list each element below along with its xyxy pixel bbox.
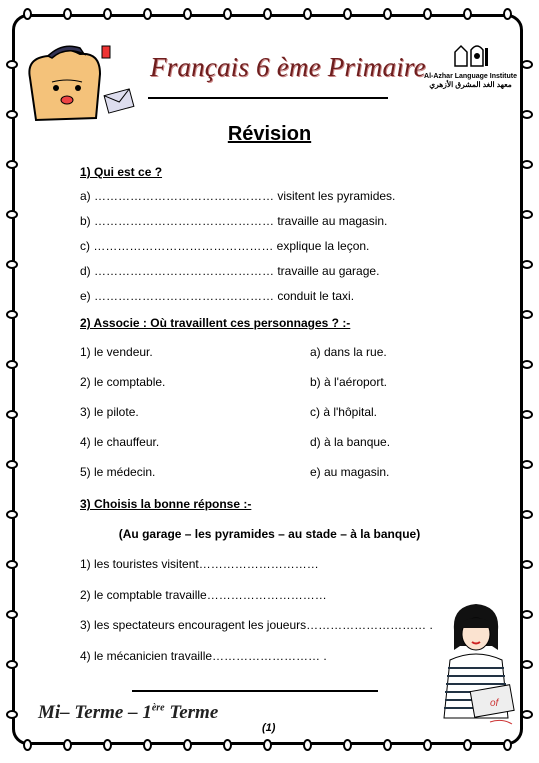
binding-ring xyxy=(383,8,392,20)
match-place: a) dans la rue. xyxy=(310,345,387,359)
binding-ring xyxy=(223,739,232,751)
binding-ring xyxy=(23,8,32,20)
side-binding-ring xyxy=(6,410,18,419)
side-binding-ring xyxy=(6,310,18,319)
section1-title: 1) Qui est ce ? xyxy=(80,165,163,179)
side-binding-ring xyxy=(6,460,18,469)
match-person: 2) le comptable. xyxy=(80,375,166,389)
match-person: 5) le médecin. xyxy=(80,465,156,479)
toast-mascot-illustration xyxy=(22,38,142,128)
bottom-binding-rings xyxy=(0,739,539,755)
binding-ring xyxy=(463,739,472,751)
choice-question: 1) les touristes visitent………………………… xyxy=(80,557,319,571)
side-binding-ring xyxy=(521,660,533,669)
binding-ring xyxy=(183,8,192,20)
section3-title: 3) Choisis la bonne réponse :- xyxy=(80,497,252,511)
binding-ring xyxy=(143,8,152,20)
page-heading: Révision xyxy=(227,123,312,145)
side-binding-ring xyxy=(6,510,18,519)
binding-ring xyxy=(383,739,392,751)
binding-ring xyxy=(263,8,272,20)
binding-ring xyxy=(143,739,152,751)
match-place: c) à l'hôpital. xyxy=(310,405,377,419)
footer-line xyxy=(132,690,378,692)
binding-ring xyxy=(63,8,72,20)
side-binding-ring xyxy=(521,510,533,519)
side-binding-ring xyxy=(6,710,18,719)
match-place: b) à l'aéroport. xyxy=(310,375,387,389)
binding-ring xyxy=(63,739,72,751)
binding-ring xyxy=(103,8,112,20)
term-label: Mi– Terme – 1ère Terme xyxy=(38,702,219,723)
side-binding-ring xyxy=(521,160,533,169)
side-binding-ring xyxy=(6,60,18,69)
fill-blank-item: d) ……………………………………… travaille au garage. xyxy=(80,264,380,278)
logo-arabic-text: معهد الغد المشرق الأزهري xyxy=(429,80,512,89)
binding-ring xyxy=(303,8,312,20)
choice-question: 2) le comptable travaille………………………… xyxy=(80,587,327,602)
side-binding-ring xyxy=(521,60,533,69)
worksheet-title: Français 6 ème Primaire xyxy=(150,52,426,82)
binding-ring xyxy=(23,739,32,751)
binding-ring xyxy=(183,739,192,751)
side-binding-ring xyxy=(521,110,533,119)
side-binding-ring xyxy=(6,610,18,619)
institute-logo-icon xyxy=(451,42,491,68)
side-binding-ring xyxy=(6,260,18,269)
side-binding-ring xyxy=(521,560,533,569)
fill-blank-item: e) ……………………………………… conduit le taxi. xyxy=(80,289,355,303)
side-binding-ring xyxy=(521,210,533,219)
match-place: e) au magasin. xyxy=(310,465,390,479)
fill-blank-item: b) ……………………………………… travaille au magasin. xyxy=(80,214,388,228)
binding-ring xyxy=(463,8,472,20)
binding-ring xyxy=(303,739,312,751)
top-binding-rings xyxy=(0,8,539,24)
side-binding-ring xyxy=(521,260,533,269)
choice-question: 4) le mécanicien travaille……………………… . xyxy=(80,648,327,663)
side-binding-ring xyxy=(6,360,18,369)
binding-ring xyxy=(103,739,112,751)
side-binding-ring xyxy=(521,360,533,369)
svg-text:of: of xyxy=(490,698,499,709)
title-underline xyxy=(148,97,388,99)
page-number: (1) xyxy=(262,722,276,734)
match-person: 1) le vendeur. xyxy=(80,345,153,359)
girl-illustration xyxy=(432,600,522,730)
side-binding-ring xyxy=(521,460,533,469)
institute-logo xyxy=(423,42,518,89)
binding-ring xyxy=(263,739,272,751)
side-binding-ring xyxy=(6,560,18,569)
binding-ring xyxy=(223,8,232,20)
match-person: 3) le pilote. xyxy=(80,405,139,419)
binding-ring xyxy=(343,8,352,20)
binding-ring xyxy=(503,739,512,751)
binding-ring xyxy=(423,8,432,20)
binding-ring xyxy=(343,739,352,751)
logo-english-text: Al-Azhar Language Institute xyxy=(424,73,517,80)
section2-title: 2) Associe : Où travaillent ces personnages ? :- xyxy=(80,316,351,330)
side-binding-ring xyxy=(521,710,533,719)
side-binding-ring xyxy=(521,310,533,319)
side-binding-ring xyxy=(521,610,533,619)
side-binding-ring xyxy=(6,110,18,119)
binding-ring xyxy=(423,739,432,751)
side-binding-ring xyxy=(6,160,18,169)
side-binding-ring xyxy=(6,210,18,219)
section3-choices: (Au garage – les pyramides – au stade – à la banque) xyxy=(118,527,421,541)
match-person: 4) le chauffeur. xyxy=(80,435,160,449)
fill-blank-item: c) ……………………………………… explique la leçon. xyxy=(80,239,370,253)
match-place: d) à la banque. xyxy=(310,435,391,449)
side-binding-ring xyxy=(6,660,18,669)
choice-question: 3) les spectateurs encouragent les joueurs………………………… . xyxy=(80,618,433,632)
binding-ring xyxy=(503,8,512,20)
fill-blank-item: a) ……………………………………… visitent les pyramides. xyxy=(80,189,396,203)
side-binding-ring xyxy=(521,410,533,419)
